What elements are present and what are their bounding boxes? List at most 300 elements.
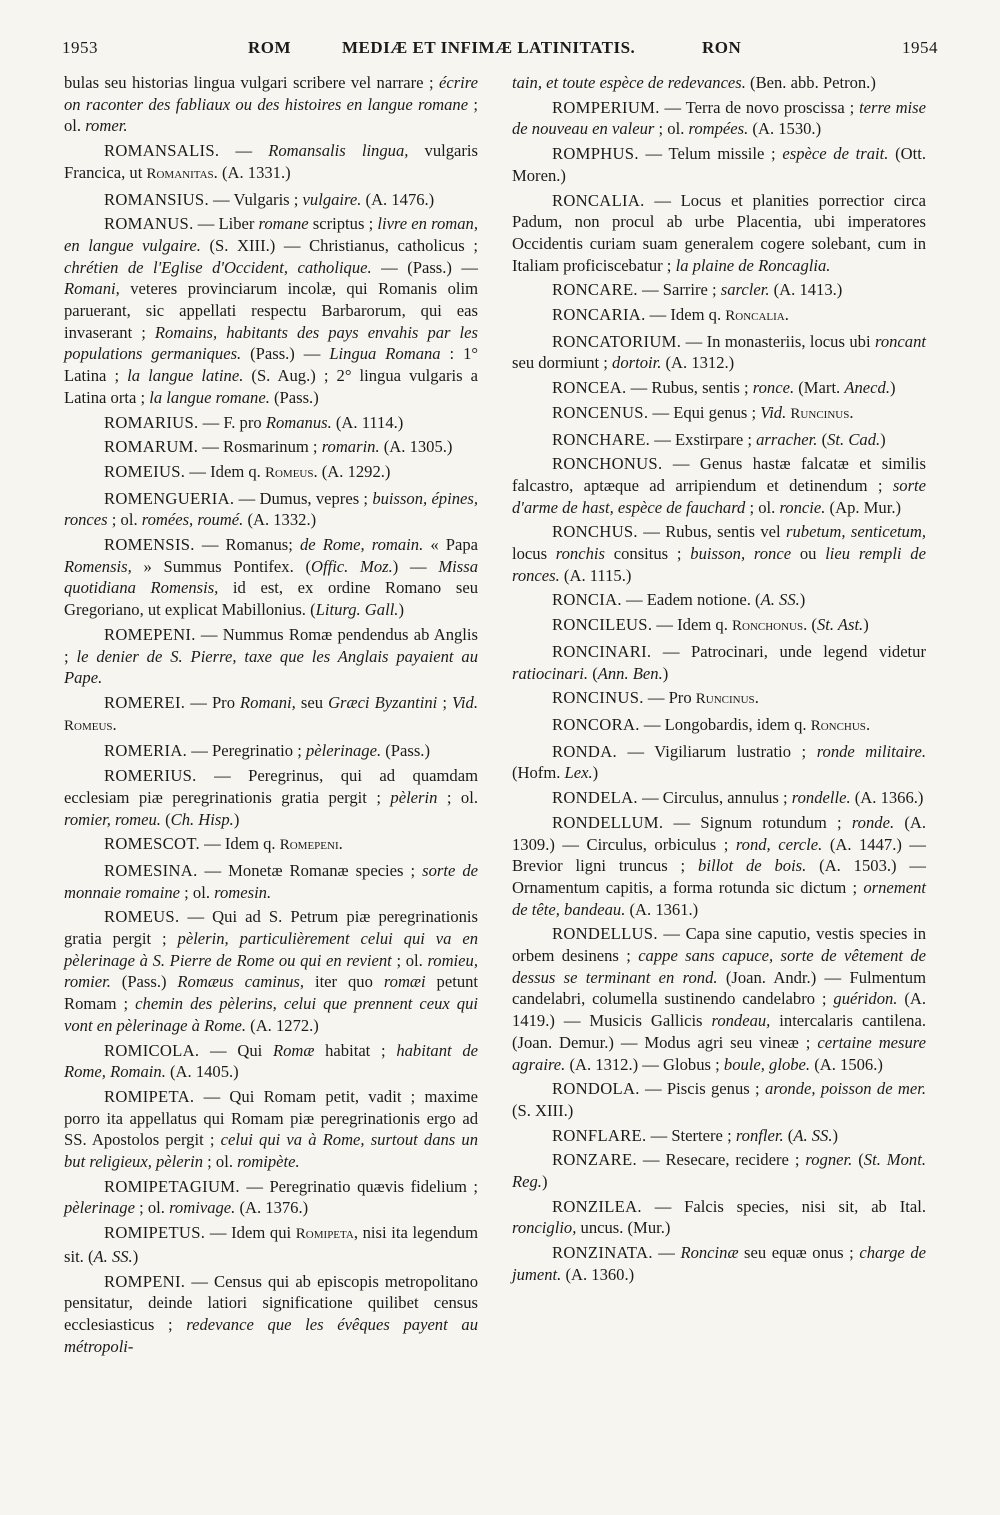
latin-text: — Falcis species, nisi sit, ab Ital. xyxy=(641,1196,926,1216)
latin-text: « Papa xyxy=(423,535,478,555)
latin-text: ) xyxy=(541,1172,548,1192)
latin-text: (A. 1312.) — Globus ; xyxy=(565,1054,724,1074)
latin-text: . xyxy=(784,305,789,325)
entry-headword: ROMIPETUS. xyxy=(104,1223,206,1243)
latin-text: ; ol. xyxy=(64,94,479,136)
entry-headword: RONCORA. xyxy=(552,714,640,734)
french-gloss: livre en roman, en langue vulgaire. xyxy=(64,214,478,255)
cross-reference: Romeus xyxy=(264,464,314,481)
latin-text: ; ol. xyxy=(391,950,428,970)
entry-headword: RONDOLA. xyxy=(552,1079,640,1099)
dictionary-entry xyxy=(512,72,926,94)
latin-text: . xyxy=(338,834,343,854)
entry-headword: RONCHUS. xyxy=(552,522,638,542)
entry-headword: ROMANSIUS. xyxy=(104,189,209,209)
latin-text: (A. 1312.) xyxy=(661,353,735,373)
french-gloss: St. Ast. xyxy=(816,615,864,635)
french-gloss: rondelle. xyxy=(791,788,851,808)
french-gloss: dortoir. xyxy=(612,353,662,373)
dictionary-entry xyxy=(512,429,926,451)
french-gloss: lieu rempli de ronces. xyxy=(512,544,926,585)
french-gloss: redevance que les évêques payent au métropoli- xyxy=(64,1314,478,1356)
cross-reference: Runcinus xyxy=(790,405,850,422)
french-gloss: vulgaire. xyxy=(302,189,362,209)
latin-text: — Circulus, annulus ; xyxy=(637,788,792,808)
latin-text: — Equi genus ; xyxy=(648,402,761,422)
latin-text: — Idem qui xyxy=(205,1223,296,1243)
french-gloss: A. SS. xyxy=(93,1246,133,1266)
entry-headword: RONCINARI. xyxy=(552,641,652,661)
french-gloss: ratiocinari. xyxy=(512,663,589,683)
dictionary-entry xyxy=(512,453,926,518)
french-gloss: Missa quotidiana Romensis, xyxy=(64,556,479,598)
latin-text: ; ol. xyxy=(180,882,215,902)
dictionary-entry xyxy=(512,589,926,611)
latin-text: (S. XIII.) — Christianus, catholicus ; xyxy=(200,235,478,255)
dictionary-entry xyxy=(512,402,926,426)
french-gloss: cappe sans capuce, sorte de vêtement de dessus se terminant en rond. xyxy=(512,946,926,987)
french-gloss: sorte de monnaie romaine xyxy=(64,860,479,902)
dictionary-entry xyxy=(64,1222,478,1267)
latin-text: ; xyxy=(437,692,453,712)
french-gloss: St. Mont. Reg. xyxy=(512,1150,926,1192)
french-gloss: celui qui va à Rome, surtout dans un but religieux, pèlerin xyxy=(64,1130,478,1172)
latin-text: — Peregrinatio ; xyxy=(187,741,306,761)
latin-text: iter quo xyxy=(304,972,384,992)
dictionary-entry xyxy=(64,461,478,485)
latin-text: ou xyxy=(791,544,826,564)
french-gloss: rond, cercle. xyxy=(735,834,823,854)
entry-headword: ROMPENI. xyxy=(104,1271,186,1291)
dictionary-entry xyxy=(64,412,478,434)
latin-text: ) xyxy=(880,429,886,449)
french-gloss: ronde. xyxy=(851,812,895,832)
entry-headword: ROMIPETA. xyxy=(104,1086,195,1106)
latin-text: (A. 1114.) xyxy=(331,412,404,432)
latin-text: (A. 1115.) xyxy=(559,565,632,585)
latin-text: ; ol. xyxy=(134,1198,170,1218)
dictionary-entry xyxy=(512,923,926,1075)
latin-text: — Qui Romam petit, vadit ; maxime porro ita appellatus qui Romam piæ peregrinationis ergo ad SS. Apostolos pergit ; xyxy=(64,1086,478,1150)
latin-text: ; ol. xyxy=(654,119,689,139)
latin-text: ( xyxy=(588,663,598,683)
dictionary-entry xyxy=(64,906,478,1036)
latin-text: — xyxy=(219,141,269,161)
french-gloss: roncie. xyxy=(779,497,826,517)
latin-text: (A. 1309.) — Circulus, orbiculus ; xyxy=(512,812,926,854)
latin-text: (Joan. Andr.) — Fulmentum candelabri, columella sustinendo candelabro ; xyxy=(512,967,926,1009)
latin-text: — Rubus, sentis vel xyxy=(637,522,787,542)
french-gloss: habitant de Rome, Romain. xyxy=(64,1040,478,1082)
latin-text: ) — xyxy=(392,556,439,576)
french-gloss: Vid. xyxy=(452,692,478,712)
dictionary-entry xyxy=(64,740,478,762)
french-gloss: la langue romane. xyxy=(149,387,270,407)
latin-text: (Hofm. xyxy=(512,763,565,783)
french-gloss: billot de bois. xyxy=(698,856,807,876)
dictionary-entry xyxy=(64,833,478,857)
latin-text: (Pass.) — xyxy=(241,344,330,364)
latin-text: . xyxy=(849,402,854,422)
dictionary-entry xyxy=(64,1040,478,1083)
latin-text: — Idem q. xyxy=(645,305,726,325)
latin-text: consitus ; xyxy=(604,544,691,564)
latin-text: (Ben. abb. Petron.) xyxy=(745,73,876,92)
running-head-right: RON xyxy=(702,38,742,57)
entry-headword: RONCALIA. xyxy=(552,190,645,210)
latin-text: — Monetæ Romanæ species ; xyxy=(197,860,423,880)
french-gloss: la langue latine. xyxy=(127,366,244,386)
french-gloss: Anecd. xyxy=(844,378,890,398)
latin-text: — In monasteriis, locus ubi xyxy=(681,331,875,351)
dictionary-entry xyxy=(64,213,478,408)
latin-text: (A. 1376.) xyxy=(235,1198,309,1218)
latin-text: ) xyxy=(592,763,599,783)
latin-text: — Nummus Romæ pendendus ab Anglis ; xyxy=(64,624,478,666)
french-gloss: Liturg. Gall. xyxy=(315,600,399,620)
french-gloss: Vid. xyxy=(760,402,787,422)
latin-text: — Qui xyxy=(199,1040,273,1060)
latin-text: ; ol. xyxy=(437,787,478,807)
latin-text: — Dumus, vepres ; xyxy=(234,488,373,508)
latin-text: ; ol. xyxy=(107,510,142,530)
entry-headword: ROMERIUS. xyxy=(104,766,197,786)
latin-text: ) xyxy=(398,600,404,620)
cross-reference: Runcinus xyxy=(695,691,755,708)
latin-text: (A. 1366.) xyxy=(850,788,924,808)
french-gloss: romæi xyxy=(383,972,426,992)
french-gloss: ronciglio, xyxy=(512,1218,577,1238)
dictionary-entry xyxy=(64,488,478,531)
french-gloss: rondeau, xyxy=(711,1011,771,1031)
latin-text: (A. 1413.) xyxy=(769,280,843,300)
latin-text: (Pass.) xyxy=(269,387,319,407)
latin-text: — Locus et planities porrectior circa Padum, non procul ab urbe Placentia, ubi imperatores Occidentis curiam suam generalem cogere solebant, cum in Italiam proficiscebatur ; xyxy=(512,190,926,275)
french-gloss: pèlerinage xyxy=(64,1198,135,1218)
latin-text: (A. 1419.) — Musicis Gallicis xyxy=(512,989,926,1031)
entry-headword: ROMERIA. xyxy=(104,741,188,761)
left-column xyxy=(64,72,478,1360)
latin-text: (A. 1332.) xyxy=(243,510,317,530)
french-gloss: pèlerinage. xyxy=(305,741,382,761)
latin-text: — Liber xyxy=(193,214,259,234)
dictionary-entry xyxy=(512,97,926,140)
dictionary-entry xyxy=(512,521,926,586)
french-gloss: tain, et toute espèce de redevances. xyxy=(512,73,746,92)
latin-text: . xyxy=(112,714,117,734)
dictionary-entry xyxy=(512,1125,926,1147)
latin-text: — Peregrinatio quævis fidelium ; xyxy=(239,1176,478,1196)
entry-headword: ROMESINA. xyxy=(104,860,198,880)
french-gloss: romarin. xyxy=(321,437,380,457)
entry-headword: ROMENGUERIA. xyxy=(104,488,235,508)
running-title: MEDIÆ ET INFIMÆ LATINITATIS. xyxy=(342,38,636,57)
dictionary-entry xyxy=(512,143,926,186)
french-gloss: pèlerin xyxy=(390,787,438,807)
entry-headword: RONCEA. xyxy=(552,378,627,398)
dictionary-entry xyxy=(512,614,926,638)
dictionary-entry xyxy=(64,140,478,185)
french-gloss: chemin des pèlerins, celui que prennent ceux qui vont en pèlerinage à Rome. xyxy=(64,994,479,1035)
entry-headword: ROMEUS. xyxy=(104,907,180,927)
latin-text: seu equæ onus ; xyxy=(738,1243,860,1263)
dictionary-entry xyxy=(512,1242,926,1285)
latin-text: . (A. 1331.) xyxy=(213,162,291,182)
cross-reference: Roncalia xyxy=(725,308,785,325)
latin-text: — Qui ad S. Petrum piæ peregrinationis gratia pergit ; xyxy=(64,907,478,949)
entry-headword: RONCARE. xyxy=(552,280,638,300)
french-gloss: romer. xyxy=(85,116,128,136)
latin-text: — Piscis genus ; xyxy=(639,1079,765,1099)
latin-text: — Terra de novo proscissa ; xyxy=(659,97,860,117)
french-gloss: rubetum, senticetum, xyxy=(786,522,926,542)
french-gloss: romier, romeu. xyxy=(64,809,161,829)
latin-text: ) xyxy=(799,590,806,610)
french-gloss: terre mise de nouveau en valeur xyxy=(512,97,926,139)
entry-headword: RONZARE. xyxy=(552,1150,637,1170)
french-gloss: ronde militaire. xyxy=(816,741,926,761)
dictionary-entry xyxy=(512,304,926,328)
latin-text: intercalaris cantilena. (Joan. Demur.) — Modus agri seu vineæ ; xyxy=(512,1011,926,1052)
cross-reference: Ronchus xyxy=(810,717,866,734)
french-gloss: boule, globe. xyxy=(723,1054,811,1074)
cross-reference: Ronchonus xyxy=(732,618,804,635)
french-gloss: Romains, habitants des pays envahis par les populations germaniques. xyxy=(64,322,478,364)
dictionary-entry xyxy=(512,331,926,374)
french-gloss: Offic. Moz. xyxy=(310,556,393,576)
dictionary-entry xyxy=(512,1078,926,1121)
latin-text: . xyxy=(865,714,871,734)
french-gloss: rompées. xyxy=(688,119,749,139)
latin-text: — Signum rotundum ; xyxy=(663,812,852,832)
latin-text: — Rosmarinum ; xyxy=(198,437,322,457)
latin-text: (A. 1503.) — Ornamentum capitis, a forma rotunda sic dictum ; xyxy=(512,856,927,897)
latin-text: ) xyxy=(233,809,240,829)
latin-text: seu xyxy=(295,692,329,712)
dictionary-entry xyxy=(512,741,926,784)
latin-text: (Ap. Mur.) xyxy=(825,497,901,517)
dictionary-entry xyxy=(64,534,478,621)
entry-headword: ROMANUS. xyxy=(104,214,194,234)
latin-text: — Idem q. xyxy=(185,461,265,481)
latin-text: (S. XIII.) xyxy=(512,1100,574,1120)
french-gloss: Romanus. xyxy=(265,412,332,432)
entry-headword: RONZILEA. xyxy=(552,1196,642,1216)
latin-text: — Sarrire ; xyxy=(637,280,721,300)
french-gloss: sarcler. xyxy=(720,280,770,300)
dictionary-entry xyxy=(64,1271,478,1358)
french-gloss: rogner. xyxy=(805,1150,853,1170)
latin-text: (A. 1360.) xyxy=(561,1264,635,1284)
dictionary-entry xyxy=(512,190,926,277)
cross-reference: Romanitas xyxy=(146,165,214,182)
latin-text: (A. 1305.) xyxy=(379,437,453,457)
latin-text: ( xyxy=(783,1125,794,1145)
latin-text: ) xyxy=(132,1246,139,1266)
latin-text: — Exstirpare ; xyxy=(650,429,757,449)
french-gloss: romesin. xyxy=(214,882,272,902)
french-gloss: charge de jument. xyxy=(512,1243,926,1284)
latin-text: — Peregrinus, qui ad quamdam ecclesiam piæ peregrinationis gratia pergit ; xyxy=(64,766,478,807)
entry-headword: RONDELA. xyxy=(552,788,638,808)
french-gloss: ronchis xyxy=(555,544,605,564)
latin-text: — Longobardis, idem q. xyxy=(639,714,811,734)
latin-text: vulgaris Francica, ut xyxy=(64,141,479,182)
latin-text: — xyxy=(652,1243,681,1263)
dictionary-entry xyxy=(64,189,478,211)
dictionary-entry xyxy=(512,641,926,684)
dictionary-entry xyxy=(64,765,478,830)
entry-headword: ROMANSALIS. xyxy=(104,141,220,161)
entry-headword: RONCIA. xyxy=(552,590,622,610)
latin-text: bulas seu historias lingua vulgari scribere vel narrare ; xyxy=(64,73,439,92)
french-gloss: ornement de tête, bandeau. xyxy=(512,877,926,919)
latin-text: . (A. 1292.) xyxy=(313,461,391,481)
entry-headword: RONCATORIUM. xyxy=(552,331,682,351)
latin-text: (A. 1530.) xyxy=(748,119,822,139)
entry-headword: RONZINATA. xyxy=(552,1243,653,1263)
entry-headword: RONCARIA. xyxy=(552,305,646,325)
latin-text: : 1° Latina ; xyxy=(64,344,479,386)
french-gloss: ronce. xyxy=(752,378,795,398)
entry-headword: RONDELLUM. xyxy=(552,812,664,832)
latin-text: veteres provinciarum incolæ, qui Romanis olim paruerant, sic appellati respectu Barbarorum, qui eas invaserant ; xyxy=(64,279,478,342)
french-gloss: Ch. Hisp. xyxy=(170,809,234,829)
french-gloss: certaine mesure agraire. xyxy=(512,1032,926,1074)
entry-headword: RONDELLUS. xyxy=(552,924,658,944)
latin-text: — Resecare, recidere ; xyxy=(636,1150,806,1170)
dictionary-entry xyxy=(64,1176,478,1219)
latin-text: (Pass.) xyxy=(381,741,430,761)
latin-text: ) xyxy=(889,378,896,398)
latin-text: — (Pass.) — xyxy=(371,257,479,277)
latin-text: (A. 1506.) xyxy=(810,1054,883,1074)
entry-headword: ROMEPENI. xyxy=(104,624,196,644)
french-gloss: romivage. xyxy=(169,1198,236,1218)
cross-reference: Romepeni xyxy=(279,837,339,854)
french-gloss: romées, roumé. xyxy=(141,510,244,530)
latin-text: seu dormiunt ; xyxy=(512,353,613,373)
page-number-right: 1954 xyxy=(902,38,938,57)
latin-text: habitat ; xyxy=(314,1040,397,1060)
latin-text: » Summus Pontifex. ( xyxy=(131,556,311,576)
latin-text: ( xyxy=(160,809,171,829)
entry-headword: RONFLARE. xyxy=(552,1125,647,1145)
french-gloss: St. Cad. xyxy=(827,429,881,449)
latin-text: ) xyxy=(832,1125,839,1145)
latin-text: — Telum missile ; xyxy=(638,144,783,164)
french-gloss: Lingua Romana xyxy=(329,344,441,364)
latin-text: locus xyxy=(512,544,556,564)
dictionary-entry xyxy=(64,1086,478,1173)
entry-headword: RONCHARE. xyxy=(552,429,651,449)
entry-headword: RONCILEUS. xyxy=(552,615,653,635)
latin-text: — Pro xyxy=(643,688,696,708)
cross-reference: Romeus xyxy=(64,717,113,734)
latin-text: — Idem q. xyxy=(199,834,280,854)
latin-text: (Ott. Moren.) xyxy=(512,144,927,185)
latin-text: ) xyxy=(863,615,869,635)
entry-headword: ROMIPETAGIUM. xyxy=(104,1176,240,1196)
french-gloss: Græci Byzantini xyxy=(328,692,438,712)
latin-text: — Genus hastæ falcatæ et similis falcastro, aptæque ad arripiendum et detinendum ; xyxy=(512,454,926,495)
latin-text: — Stertere ; xyxy=(646,1125,736,1145)
entry-headword: RONCHONUS. xyxy=(552,454,663,474)
dictionary-entry xyxy=(512,812,926,921)
french-gloss: A. SS. xyxy=(793,1125,833,1145)
latin-text: ) xyxy=(662,663,669,683)
entry-headword: ROMARUM. xyxy=(104,437,199,457)
latin-text: — Vigiliarum lustratio ; xyxy=(616,741,817,761)
latin-text: petunt Romam ; xyxy=(64,972,479,1014)
running-header xyxy=(62,38,938,68)
latin-text: ( xyxy=(817,429,828,449)
dictionary-entry xyxy=(64,860,478,903)
french-gloss: romipète. xyxy=(237,1152,300,1172)
latin-text: , nisi ita legendum sit. ( xyxy=(64,1223,478,1266)
entry-headword: ROMEREI. xyxy=(104,692,186,712)
latin-text: — F. pro xyxy=(198,412,266,432)
entry-headword: ROMARIUS. xyxy=(104,412,199,432)
latin-text: (Pass.) xyxy=(110,972,178,992)
french-gloss: romieu, romier. xyxy=(64,950,478,992)
page-number-left: 1953 xyxy=(62,38,98,57)
dictionary-entry xyxy=(64,692,478,737)
dictionary-entry xyxy=(512,787,926,809)
french-gloss: Romæus caminus, xyxy=(177,972,305,992)
latin-text: uncus. (Mur.) xyxy=(576,1218,671,1238)
french-gloss: Romensis, xyxy=(64,556,132,576)
dictionary-entry xyxy=(64,72,478,137)
latin-text: — Pro xyxy=(185,692,241,712)
latin-text: (A. 1272.) xyxy=(246,1015,319,1035)
entry-headword: ROMENSIS. xyxy=(104,535,195,555)
french-gloss: le denier de S. Pierre, taxe que les Anglais payaient au Pape. xyxy=(64,646,478,688)
latin-text: — Census qui ab episcopis metropolitano pensitatur, deinde latiori significatione quilibet census ecclesiasticus ; xyxy=(64,1271,478,1334)
latin-text: ; ol. xyxy=(745,497,780,517)
french-gloss: romane xyxy=(258,214,309,234)
dictionary-entry xyxy=(64,624,478,689)
french-gloss: écrire on raconter des fabliaux ou des histoires en langue romane xyxy=(64,73,478,114)
right-column xyxy=(512,72,926,1289)
entry-headword: RONCINUS. xyxy=(552,688,644,708)
french-gloss: chrétien de l'Eglise d'Occident, catholique. xyxy=(64,257,372,277)
entry-headword: ROMESCOT. xyxy=(104,834,200,854)
entry-headword: ROMEIUS. xyxy=(104,461,186,481)
latin-text: . ( xyxy=(803,615,817,635)
latin-text: (A. 1447.) — Brevior ligni truncus ; xyxy=(512,834,926,876)
latin-text: (A. 1361.) xyxy=(625,899,699,919)
latin-text: — Patrocinari, unde legend videtur xyxy=(651,641,926,661)
french-gloss: Romansalis lingua, xyxy=(268,141,409,161)
french-gloss: A. SS. xyxy=(760,590,800,610)
french-gloss: aronde, poisson de mer. xyxy=(764,1079,927,1099)
dictionary-entry xyxy=(512,687,926,711)
entry-headword: ROMICOLA. xyxy=(104,1040,200,1060)
french-gloss: buisson, épines, ronces xyxy=(64,488,478,530)
latin-text: id est, ex ordine Romano seu Gregoriano, ut explicat Mabillonius. ( xyxy=(64,578,478,620)
entry-headword: RONCENUS. xyxy=(552,402,649,422)
french-gloss: roncant xyxy=(874,331,926,351)
french-gloss: Ann. Ben. xyxy=(597,663,663,683)
french-gloss: buisson, ronce xyxy=(690,544,792,564)
dictionary-entry xyxy=(64,436,478,458)
french-gloss: de Rome, romain. xyxy=(299,535,424,555)
french-gloss: sorte d'arme de hast, espèce de fauchard xyxy=(512,475,926,517)
french-gloss: Roncinæ xyxy=(680,1243,739,1263)
latin-text: — Rubus, sentis ; xyxy=(626,378,753,398)
french-gloss: espèce de trait. xyxy=(782,144,889,164)
